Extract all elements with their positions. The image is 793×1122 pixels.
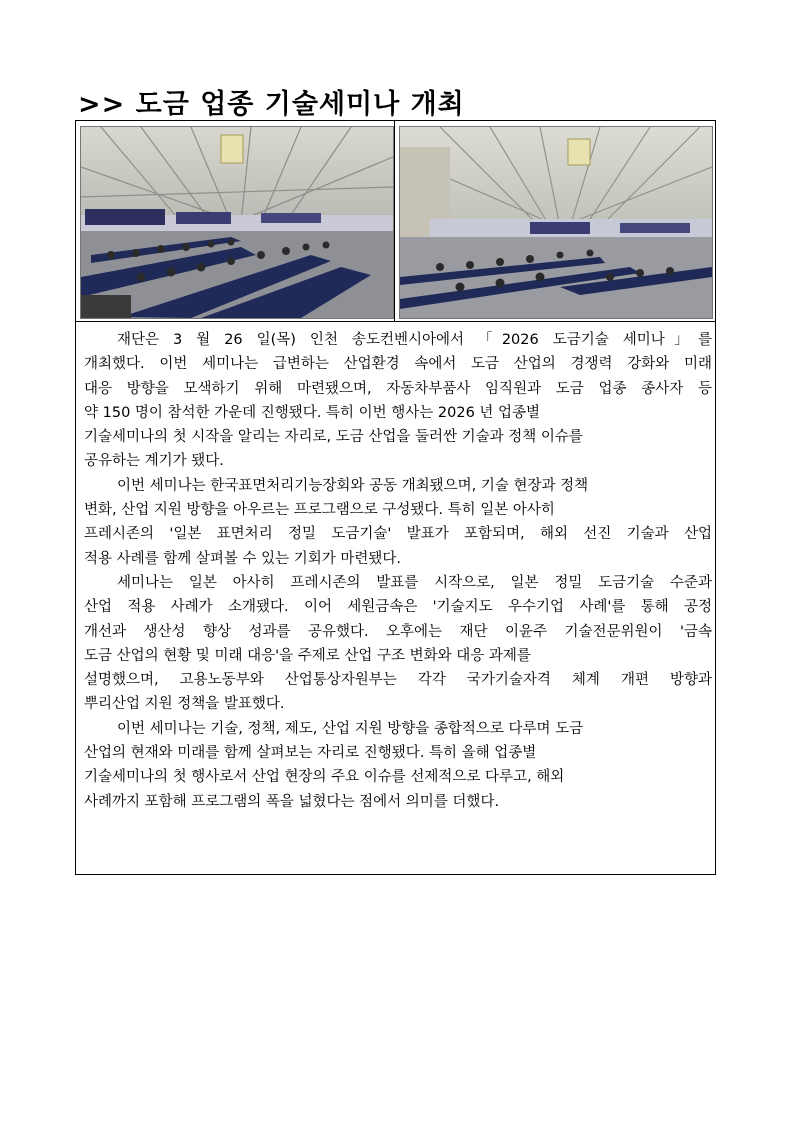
page-title: >> 도금 업종 기술세미나 개최 bbox=[78, 89, 465, 120]
p1-line-2: 개최했다. 이번 세미나는 급변하는 산업환경 속에서 도금 산업의 경쟁력 강화와 미래 bbox=[84, 356, 712, 373]
p3-line-3: 개선과 생산성 향상 성과를 공유했다. 오후에는 재단 이윤주 기술전문위원이 '금속 bbox=[84, 623, 712, 640]
p4-line-4: 사례까지 포함해 프로그램의 폭을 넓혔다는 점에서 의미를 더했다. bbox=[84, 793, 500, 810]
p2-line-3: 프레시존의 '일본 표면처리 정밀 도금기술' 발표가 포함되며, 해외 선진 기술과 산업 bbox=[84, 526, 712, 543]
article-box bbox=[75, 120, 716, 875]
p4-line-1: 이번 세미나는 기술, 정책, 제도, 산업 지원 방향을 종합적으로 다루며 도금 bbox=[117, 720, 584, 737]
photo-divider bbox=[394, 121, 395, 321]
p1-line-6: 공유하는 계기가 됐다. bbox=[84, 453, 224, 470]
p2-line-4: 적용 사례를 함께 살펴볼 수 있는 기회가 마련됐다. bbox=[84, 550, 402, 567]
p2-line-1: 이번 세미나는 한국표면처리기능장회와 공동 개최됐으며, 기술 현장과 정책 bbox=[117, 477, 589, 494]
p3-line-4: 도금 산업의 현황 및 미래 대응'을 주제로 산업 구조 변화와 대응 과제를 bbox=[84, 647, 531, 664]
p3-line-2: 산업 적용 사례가 소개됐다. 이어 세원금속은 '기술지도 우수기업 사례'를 통해 공정 bbox=[84, 599, 712, 616]
article-body bbox=[84, 328, 712, 814]
p1-line-3: 대응 방향을 모색하기 위해 마련됐으며, 자동차부품사 임직원과 도금 업종 종사자 등 bbox=[84, 380, 712, 397]
p1-line-1: 재단은 3 월 26 일(목) 인천 송도컨벤시아에서 「2026 도금기술 세미나」를 bbox=[117, 332, 712, 348]
p4-line-3: 기술세미나의 첫 행사로서 산업 현장의 주요 이슈를 선제적으로 다루고, 해외 bbox=[84, 769, 565, 786]
seminar-hall-photo-2 bbox=[399, 126, 713, 319]
p3-line-1: 세미나는 일본 아사히 프레시존의 발표를 시작으로, 일본 정밀 도금기술 수준과 bbox=[117, 574, 712, 591]
p2-line-2: 변화, 산업 지원 방향을 아우르는 프로그램으로 구성됐다. 특히 일본 아사히 bbox=[84, 502, 555, 519]
p3-line-6: 뿌리산업 지원 정책을 발표했다. bbox=[84, 696, 285, 713]
p3-line-5: 설명했으며, 고용노동부와 산업통상자원부는 각각 국가기술자격 체계 개편 방향과 bbox=[84, 672, 712, 689]
photo-row bbox=[76, 121, 715, 322]
p4-line-2: 산업의 현재와 미래를 함께 살펴보는 자리로 진행됐다. 특히 올해 업종별 bbox=[84, 745, 537, 762]
p1-line-5: 기술세미나의 첫 시작을 알리는 자리로, 도금 산업을 둘러싼 기술과 정책 이슈를 bbox=[84, 429, 583, 446]
seminar-hall-photo-1 bbox=[80, 126, 394, 319]
p1-line-4: 약 150 명이 참석한 가운데 진행됐다. 특히 이번 행사는 2026 년 업종별 bbox=[84, 404, 541, 421]
